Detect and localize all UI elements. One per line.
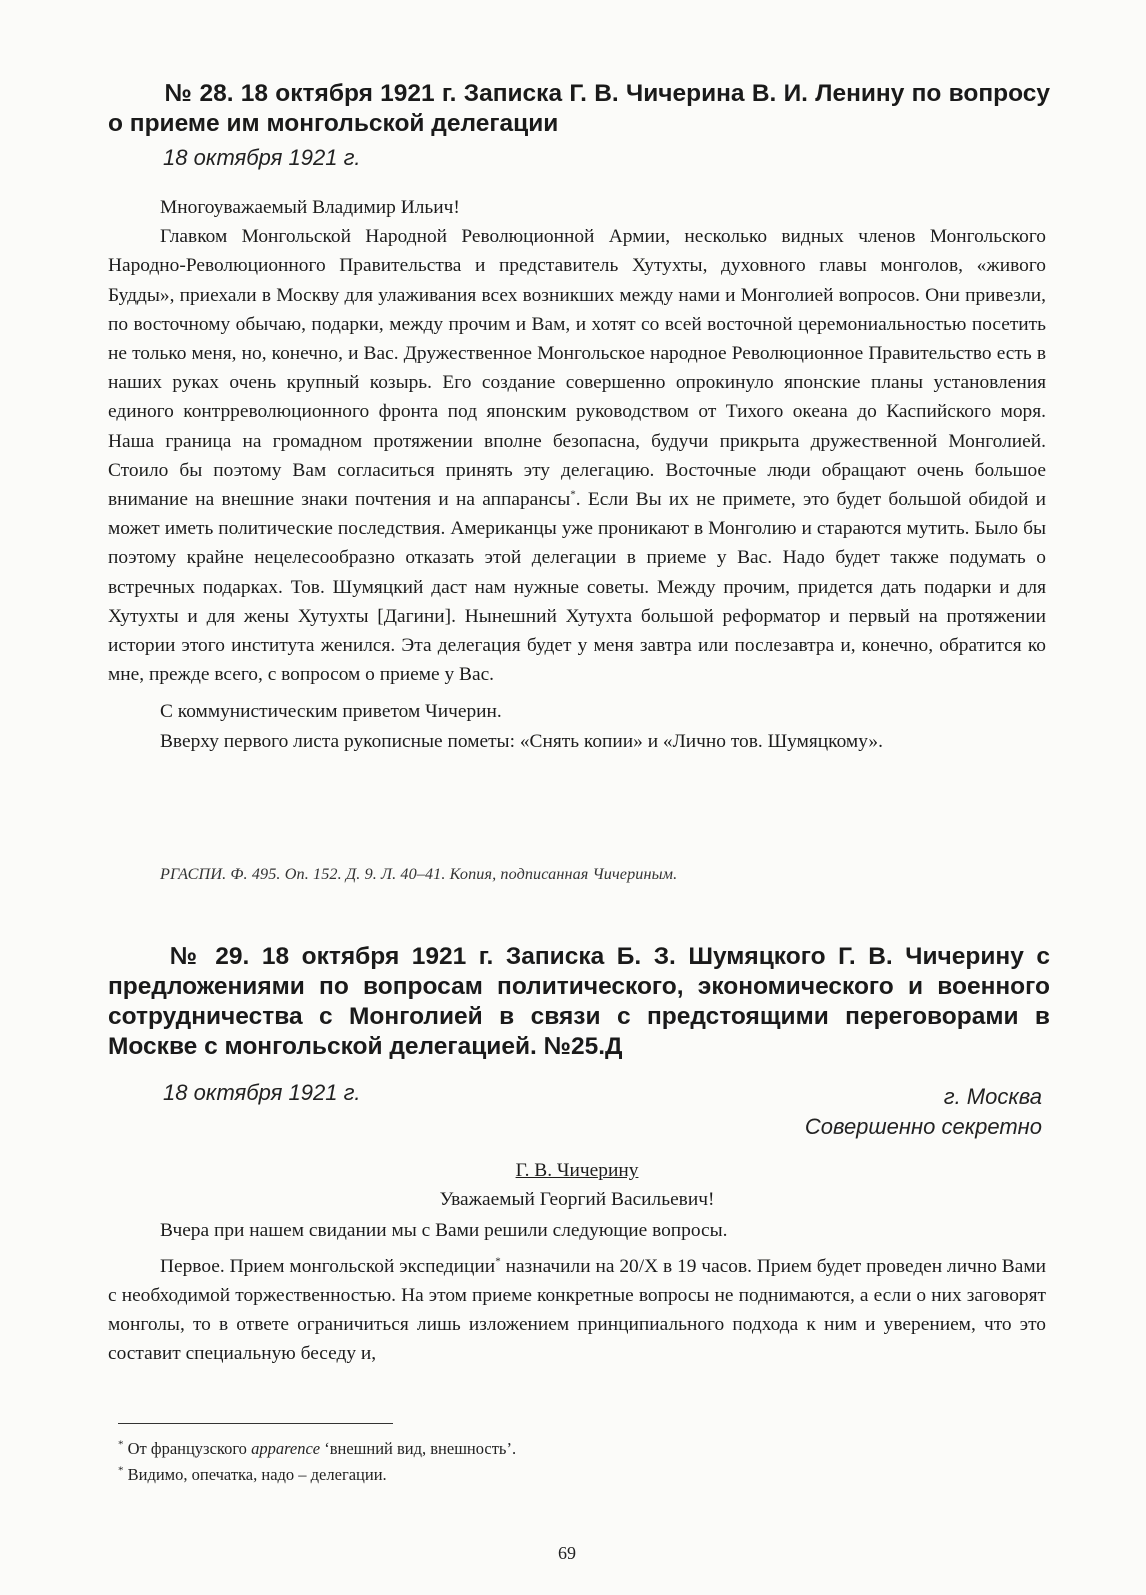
doc28-source: РГАСПИ. Ф. 495. Оп. 152. Д. 9. Л. 40–41. Копия, подписанная Чичериным. xyxy=(160,865,678,883)
doc29-classification: Совершенно секретно xyxy=(804,1114,1042,1139)
doc29-para2: Первое. Прием монгольской экспедиции* назначили на 20/X в 19 часов. Прием будет проведен лично Вами с необходимой торжественностью. На этом приеме конкретные вопросы не поднимаются, а если о них заговорят монголы, то в ответе ограничиться лишь изложением принципиального подхода к ним и уверением, что это составит специальную беседу и, xyxy=(108,1255,1046,1365)
doc29-body xyxy=(108,1156,1046,1368)
doc28-heading: № 28. 18 октября 1921 г. Записка Г. В. Чичерина В. И. Ленину по вопросу о приеме им монгольской делегации xyxy=(108,80,1050,137)
doc28-salutation: Многоуважаемый Владимир Ильич! xyxy=(160,197,460,218)
footnote-1: * От французского apparence ‘внешний вид, внешность’. xyxy=(118,1438,517,1458)
doc28-note: Вверху первого листа рукописные пометы: «Снять копии» и «Лично тов. Шумяцкому». xyxy=(160,730,883,752)
footnote-mark: * xyxy=(495,1255,501,1268)
doc28-closing: С коммунистическим приветом Чичерин. xyxy=(160,701,502,723)
doc29-addressee: Г. В. Чичерину xyxy=(515,1160,639,1181)
footnote-separator xyxy=(118,1423,393,1424)
footnote-2: * Видимо, опечатка, надо – делегации. xyxy=(118,1464,387,1484)
doc28-main-text: Главком Монгольской Народной Революционной Армии, несколько видных членов Монгольского Народно-Революционного Правительства и представитель Хутухты, духовного главы монголов, «живого Будды», приехали в Москву для улаживания всех возникших между нами и Монголией вопросов. Они привезли, по восточному обычаю, подарки, между прочим и Вам, и хотят со всей восточной церемониальностью посетить не только меня, но, конечно, и Вас. Дружественное Монгольское народное Революционное Правительство есть в наших руках очень крупный козырь. Его создание совершенно опрокинуло японские планы установления единого контрреволюционного фронта под японским руководством от Тихого океана до Каспийского моря. Наша граница на громадном протяжении вполне безопасна, будучи прикрыта дружественной Монголией. Стоило бы поэтому Вам согласиться принять эту делегацию. Восточные люди обращают очень большое внимание на внешние знаки почтения и на аппарансы*. Если Вы их не примете, это будет большой обидой и может иметь политические последствия. Американцы уже проникают в Монголию и стараются мутить. Было бы поэтому крайне нецелесообразно отказать этой делегации в приеме у Вас. Надо будет также подумать о встречных подарках. Тов. Шумяцкий даст нам нужные советы. Между прочим, придется дать подарки и для Хутухты и для жены Хутухты [Дагини]. Нынешний Хутухта большой реформатор и первый на протяжении истории этого института женился. Эта делегация будет у меня завтра или послезавтра и, конечно, обратится ко мне, прежде всего, с вопросом о приеме у Вас. xyxy=(108,226,1047,686)
footnote-mark: * xyxy=(570,488,576,501)
doc28-date: 18 октября 1921 г. xyxy=(163,145,361,170)
doc29-para1: Вчера при нашем свидании мы с Вами решили следующие вопросы. xyxy=(160,1220,728,1242)
doc29-salutation: Уважаемый Георгий Васильевич! xyxy=(439,1189,715,1211)
page-number: 69 xyxy=(558,1543,576,1563)
doc28-body xyxy=(108,193,1046,756)
doc29-heading: № 29. 18 октября 1921 г. Записка Б. З. Шумяцкого Г. В. Чичерину с предложениями по вопросам политического, экономического и военного сотрудничества с Монголией в связи с предстоящими переговорами в Москве с монгольской делегацией. №25.Д xyxy=(108,943,1050,1060)
doc29-date: 18 октября 1921 г. xyxy=(163,1080,361,1105)
doc29-place: г. Москва xyxy=(943,1084,1042,1109)
